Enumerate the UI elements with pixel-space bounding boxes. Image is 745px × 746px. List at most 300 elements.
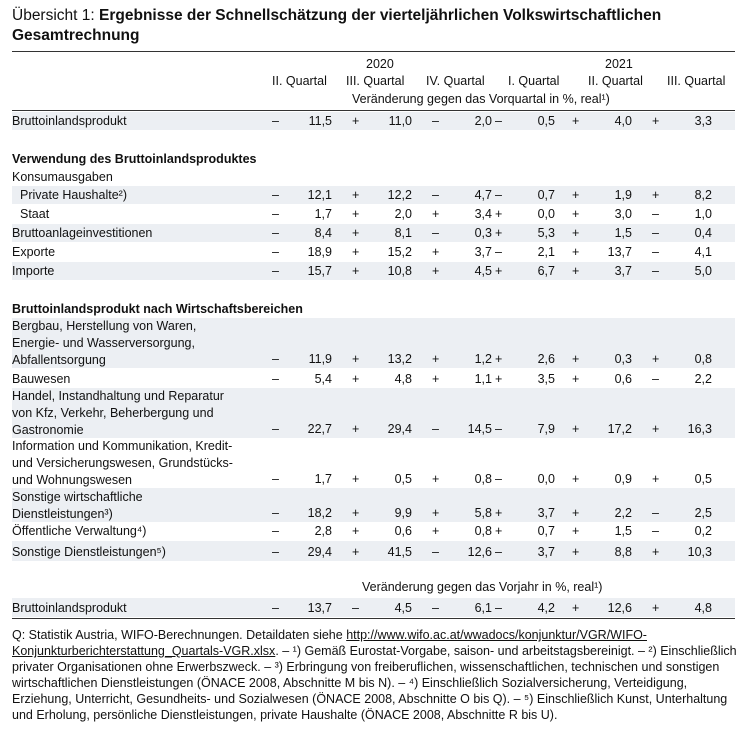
table-row	[12, 541, 735, 561]
value-sign: –	[272, 545, 279, 559]
value-number: 18,2	[307, 506, 332, 520]
table-row	[12, 598, 735, 617]
value-cell	[432, 114, 492, 129]
value-sign: –	[432, 188, 439, 202]
value-cell	[432, 545, 492, 560]
value-number: 6,1	[474, 601, 492, 615]
value-sign: +	[352, 472, 360, 486]
value-cell	[495, 601, 555, 616]
value-sign: +	[432, 207, 440, 221]
value-sign: –	[652, 524, 659, 538]
row-label: Bruttoinlandsprodukt nach Wirtschaftsbereichen	[12, 302, 303, 316]
source-link[interactable]: http://www.wifo.ac.at/wwadocs/konjunktur/VGR/WIFO-Konjunkturberichterstattung_Quartals-VGR.xlsx	[12, 628, 647, 658]
value-cell	[652, 601, 712, 616]
value-cell	[272, 226, 332, 241]
value-sign: +	[652, 545, 660, 559]
value-number: 11,0	[388, 114, 412, 128]
value-sign: +	[572, 114, 580, 128]
unit-qoq: Veränderung gegen das Vorquartal in %, real¹)	[352, 92, 610, 106]
value-cell	[272, 352, 332, 367]
value-cell	[572, 352, 632, 367]
value-cell	[432, 188, 492, 203]
value-sign: –	[495, 545, 502, 559]
quarter-header: II. Quartal	[272, 74, 327, 88]
value-cell	[352, 372, 412, 387]
section-heading-row	[12, 300, 735, 318]
value-number: 2,0	[394, 207, 412, 221]
value-number: 15,7	[307, 264, 332, 278]
value-sign: +	[495, 207, 503, 221]
value-number: 4,0	[614, 114, 632, 128]
value-number: 0,8	[474, 472, 492, 486]
value-sign: –	[495, 601, 502, 615]
value-sign: –	[432, 422, 439, 436]
value-number: 10,8	[387, 264, 412, 278]
value-number: 2,1	[537, 245, 555, 259]
value-number: 4,1	[694, 245, 712, 259]
value-sign: +	[572, 372, 580, 386]
value-cell	[572, 545, 632, 560]
value-number: 0,6	[394, 524, 412, 538]
row-label: Private Haushalte²)	[20, 188, 127, 202]
table-row	[12, 368, 735, 388]
value-sign: –	[432, 226, 439, 240]
quarter-header: IV. Quartal	[426, 74, 485, 88]
value-number: 1,9	[614, 188, 632, 202]
value-cell	[352, 506, 412, 521]
value-cell	[652, 264, 712, 279]
table-row	[12, 262, 735, 280]
notes-text: . – ¹) Gemäß Eurostat-Vorgabe, saison- und arbeitstagsbereinigt. – ²) Einschließlich privater Organisationen ohne Erwerbszweck. – ³) Erbringung von freiberuflichen, wissenschaftlichen, technischen und sonstigen wirtschaftlichen Dienstleistungen (ÖNACE 2008, Abschnitte M bis N). – ⁴) Einschließlich Sozialversicherung, Verteidigung, Erziehung, Unterricht, Gesundheits- und Sozialwesen (ÖNACE 2008, Abschnitte O bis Q). – ⁵) Einschließlich Kunst, Unterhaltung und Erholung, persönliche Dienstleistungen, private Haushalte (ÖNACE 2008, Abschnitte R bis U).	[12, 644, 737, 722]
value-sign: –	[495, 422, 502, 436]
value-sign: +	[352, 506, 360, 520]
value-number: 1,0	[694, 207, 712, 221]
value-sign: +	[432, 506, 440, 520]
row-label: Exporte	[12, 245, 56, 259]
value-cell	[572, 472, 632, 487]
value-sign: –	[272, 207, 279, 221]
row-label: Staat	[20, 207, 50, 221]
value-cell	[495, 545, 555, 560]
value-sign: +	[572, 188, 580, 202]
value-sign: +	[352, 245, 360, 259]
value-cell	[432, 372, 492, 387]
value-number: 11,5	[308, 114, 332, 128]
table-row	[12, 488, 735, 522]
value-sign: –	[652, 506, 659, 520]
row-label: Sonstige Dienstleistungen⁵)	[12, 545, 166, 559]
value-cell	[652, 545, 712, 560]
value-number: 12,6	[607, 601, 632, 615]
value-number: 4,7	[474, 188, 492, 202]
value-cell	[352, 114, 412, 129]
value-number: 13,7	[307, 601, 332, 615]
value-number: 22,7	[307, 422, 332, 436]
value-sign: –	[272, 352, 279, 366]
table-title	[12, 6, 737, 46]
value-cell	[432, 207, 492, 222]
value-number: 13,7	[607, 245, 632, 259]
value-sign: +	[495, 506, 503, 520]
row-label: Verwendung des Bruttoinlandsproduktes	[12, 152, 257, 166]
value-number: 10,3	[687, 545, 712, 559]
value-cell	[495, 245, 555, 260]
value-number: 18,9	[307, 245, 332, 259]
value-sign: +	[495, 264, 503, 278]
value-number: 4,5	[394, 601, 412, 615]
value-number: 3,0	[614, 207, 632, 221]
value-sign: +	[572, 545, 580, 559]
value-number: 0,8	[694, 352, 712, 366]
value-sign: +	[352, 207, 360, 221]
value-sign: –	[272, 264, 279, 278]
table-row	[12, 205, 735, 223]
value-sign: –	[272, 245, 279, 259]
value-number: 4,5	[474, 264, 492, 278]
value-sign: +	[352, 226, 360, 240]
value-cell	[652, 472, 712, 487]
value-sign: –	[652, 264, 659, 278]
value-sign: +	[572, 601, 580, 615]
value-sign: +	[432, 472, 440, 486]
row-label: Bruttoanlageinvestitionen	[12, 226, 153, 240]
value-cell	[272, 264, 332, 279]
value-cell	[652, 372, 712, 387]
table-row	[12, 318, 735, 368]
value-number: 6,7	[537, 264, 555, 278]
value-cell	[652, 245, 712, 260]
value-number: 3,3	[694, 114, 712, 128]
bottom-rule	[12, 618, 735, 619]
value-cell	[352, 352, 412, 367]
value-sign: –	[272, 472, 279, 486]
value-sign: +	[572, 422, 580, 436]
value-cell	[272, 207, 332, 222]
value-sign: +	[572, 207, 580, 221]
value-cell	[572, 207, 632, 222]
value-sign: +	[652, 601, 660, 615]
value-sign: +	[652, 472, 660, 486]
value-number: 3,7	[537, 506, 555, 520]
table-row	[12, 186, 735, 204]
value-cell	[572, 422, 632, 437]
value-number: 8,4	[314, 226, 332, 240]
value-cell	[495, 372, 555, 387]
value-number: 0,8	[474, 524, 492, 538]
value-cell	[432, 352, 492, 367]
value-cell	[272, 422, 332, 437]
row-label: Sonstige wirtschaftliche Dienstleistungen³)	[12, 490, 143, 521]
value-sign: –	[495, 188, 502, 202]
value-sign: +	[495, 226, 503, 240]
value-number: 12,6	[467, 545, 492, 559]
value-cell	[495, 207, 555, 222]
value-cell	[352, 545, 412, 560]
value-number: 13,2	[387, 352, 412, 366]
value-number: 41,5	[387, 545, 412, 559]
value-cell	[352, 245, 412, 260]
title-lead: Übersicht 1:	[12, 7, 100, 24]
top-rule	[12, 51, 735, 52]
value-cell	[272, 524, 332, 539]
value-sign: +	[572, 226, 580, 240]
value-cell	[495, 188, 555, 203]
value-number: 4,8	[394, 372, 412, 386]
value-cell	[272, 506, 332, 521]
value-cell	[352, 207, 412, 222]
value-number: 12,1	[307, 188, 332, 202]
value-number: 2,0	[474, 114, 492, 128]
value-sign: +	[352, 264, 360, 278]
value-number: 29,4	[307, 545, 332, 559]
value-cell	[352, 226, 412, 241]
value-cell	[272, 601, 332, 616]
value-cell	[272, 545, 332, 560]
value-number: 1,7	[314, 472, 332, 486]
value-number: 0,5	[394, 472, 412, 486]
value-number: 3,5	[537, 372, 555, 386]
value-number: 0,3	[474, 226, 492, 240]
unit-yoy: Veränderung gegen das Vorjahr in %, real¹)	[362, 580, 603, 594]
value-sign: +	[352, 545, 360, 559]
row-label: Importe	[12, 264, 55, 278]
value-sign: +	[572, 245, 580, 259]
value-cell	[432, 524, 492, 539]
value-cell	[652, 422, 712, 437]
value-sign: +	[572, 352, 580, 366]
value-number: 29,4	[387, 422, 412, 436]
value-number: 0,7	[537, 188, 555, 202]
value-cell	[495, 422, 555, 437]
value-cell	[352, 524, 412, 539]
value-cell	[432, 472, 492, 487]
value-sign: –	[652, 226, 659, 240]
value-sign: –	[432, 601, 439, 615]
value-sign: –	[272, 506, 279, 520]
value-cell	[495, 226, 555, 241]
row-label: Konsumausgaben	[12, 170, 113, 184]
value-sign: –	[432, 114, 439, 128]
value-number: 2,2	[694, 372, 712, 386]
value-number: 0,3	[614, 352, 632, 366]
value-cell	[272, 188, 332, 203]
title-main: Ergebnisse der Schnellschätzung der vierteljährlichen Volkswirtschaftlichen Gesamtrechnung	[12, 7, 662, 44]
header-rule	[12, 110, 735, 111]
value-number: 0,9	[614, 472, 632, 486]
value-cell	[352, 472, 412, 487]
value-cell	[572, 245, 632, 260]
value-cell	[352, 264, 412, 279]
value-cell	[572, 601, 632, 616]
value-number: 9,9	[394, 506, 412, 520]
value-cell	[572, 188, 632, 203]
value-number: 1,5	[614, 524, 632, 538]
value-sign: +	[432, 352, 440, 366]
value-number: 8,1	[394, 226, 412, 240]
value-number: 7,9	[537, 422, 555, 436]
value-number: 8,8	[614, 545, 632, 559]
table-row	[12, 243, 735, 261]
value-sign: –	[272, 188, 279, 202]
value-cell	[495, 524, 555, 539]
value-cell	[432, 245, 492, 260]
value-sign: +	[572, 506, 580, 520]
value-cell	[652, 352, 712, 367]
value-sign: –	[272, 114, 279, 128]
row-label: Bruttoinlandsprodukt	[12, 114, 127, 128]
value-number: 3,7	[474, 245, 492, 259]
value-sign: +	[572, 524, 580, 538]
value-cell	[572, 114, 632, 129]
value-sign: –	[432, 545, 439, 559]
value-sign: +	[495, 372, 503, 386]
value-number: 0,5	[694, 472, 712, 486]
value-cell	[652, 524, 712, 539]
value-sign: –	[272, 601, 279, 615]
value-sign: +	[352, 352, 360, 366]
value-cell	[652, 207, 712, 222]
value-number: 16,3	[687, 422, 712, 436]
quarter-header: II. Quartal	[588, 74, 643, 88]
value-number: 2,5	[694, 506, 712, 520]
value-number: 12,2	[387, 188, 412, 202]
table-row	[12, 522, 735, 540]
value-cell	[432, 226, 492, 241]
value-number: 17,2	[607, 422, 632, 436]
value-number: 5,0	[694, 264, 712, 278]
value-number: 4,8	[694, 601, 712, 615]
value-cell	[495, 472, 555, 487]
value-cell	[272, 372, 332, 387]
value-sign: +	[572, 264, 580, 278]
value-sign: +	[432, 372, 440, 386]
value-number: 5,8	[474, 506, 492, 520]
value-number: 0,5	[537, 114, 555, 128]
value-cell	[432, 506, 492, 521]
value-sign: –	[652, 207, 659, 221]
value-cell	[652, 506, 712, 521]
value-cell	[272, 114, 332, 129]
value-number: 1,7	[314, 207, 332, 221]
value-sign: +	[432, 245, 440, 259]
section-heading-row	[12, 150, 735, 168]
value-sign: +	[652, 188, 660, 202]
value-cell	[352, 422, 412, 437]
value-number: 8,2	[694, 188, 712, 202]
value-number: 1,1	[474, 372, 492, 386]
value-sign: –	[495, 472, 502, 486]
table-row	[12, 112, 735, 130]
value-cell	[272, 472, 332, 487]
year-2020: 2020	[366, 57, 394, 71]
value-sign: –	[272, 422, 279, 436]
value-sign: +	[652, 422, 660, 436]
value-cell	[652, 226, 712, 241]
value-number: 5,4	[314, 372, 332, 386]
row-label: Bauwesen	[12, 372, 71, 386]
quarter-header: III. Quartal	[667, 74, 726, 88]
value-cell	[432, 264, 492, 279]
value-sign: –	[352, 601, 359, 615]
value-sign: –	[272, 372, 279, 386]
value-sign: +	[352, 422, 360, 436]
quarter-header: I. Quartal	[508, 74, 560, 88]
value-cell	[272, 245, 332, 260]
value-cell	[495, 506, 555, 521]
value-number: 0,0	[537, 207, 555, 221]
value-cell	[572, 264, 632, 279]
value-sign: +	[352, 188, 360, 202]
value-cell	[572, 506, 632, 521]
value-sign: +	[352, 114, 360, 128]
value-number: 2,8	[314, 524, 332, 538]
value-cell	[652, 188, 712, 203]
value-cell	[495, 352, 555, 367]
value-cell	[495, 114, 555, 129]
table-row	[12, 224, 735, 242]
value-sign: +	[652, 352, 660, 366]
value-cell	[572, 226, 632, 241]
row-label: Bruttoinlandsprodukt	[12, 601, 127, 615]
value-number: 1,2	[474, 352, 492, 366]
table-row	[12, 438, 735, 488]
value-cell	[572, 524, 632, 539]
value-sign: +	[495, 524, 503, 538]
value-sign: –	[652, 245, 659, 259]
value-number: 0,2	[694, 524, 712, 538]
value-number: 15,2	[387, 245, 412, 259]
value-cell	[352, 601, 412, 616]
value-sign: +	[352, 524, 360, 538]
value-sign: –	[495, 114, 502, 128]
value-number: 1,5	[614, 226, 632, 240]
quarter-header: III. Quartal	[346, 74, 405, 88]
value-sign: +	[432, 264, 440, 278]
value-cell	[352, 188, 412, 203]
value-number: 0,7	[537, 524, 555, 538]
value-cell	[495, 264, 555, 279]
year-2021: 2021	[605, 57, 633, 71]
value-sign: –	[495, 245, 502, 259]
value-sign: +	[572, 472, 580, 486]
value-number: 11,9	[308, 352, 332, 366]
value-number: 3,7	[537, 545, 555, 559]
value-sign: +	[352, 372, 360, 386]
value-number: 0,6	[614, 372, 632, 386]
row-label: Handel, Instandhaltung und Reparatur von Kfz, Verkehr, Beherbergung und Gastronomie	[12, 389, 224, 437]
value-number: 2,6	[537, 352, 555, 366]
value-number: 0,4	[694, 226, 712, 240]
row-label: Information und Kommunikation, Kredit- und Versicherungswesen, Grundstücks- und Wohnungswesen	[12, 439, 233, 487]
table-row	[12, 388, 735, 438]
value-number: 14,5	[467, 422, 492, 436]
value-cell	[432, 422, 492, 437]
value-sign: +	[495, 352, 503, 366]
row-label: Öffentliche Verwaltung⁴)	[12, 524, 147, 538]
table-row	[12, 168, 735, 186]
value-sign: –	[272, 524, 279, 538]
value-number: 3,7	[614, 264, 632, 278]
value-sign: –	[652, 372, 659, 386]
value-cell	[652, 114, 712, 129]
source-text: Q: Statistik Austria, WIFO-Berechnungen. Detaildaten siehe	[12, 628, 347, 642]
value-cell	[432, 601, 492, 616]
value-number: 2,2	[614, 506, 632, 520]
value-number: 5,3	[537, 226, 555, 240]
value-number: 0,0	[537, 472, 555, 486]
value-sign: +	[652, 114, 660, 128]
row-label: Bergbau, Herstellung von Waren, Energie- und Wasserversorgung, Abfallentsorgung	[12, 319, 197, 367]
